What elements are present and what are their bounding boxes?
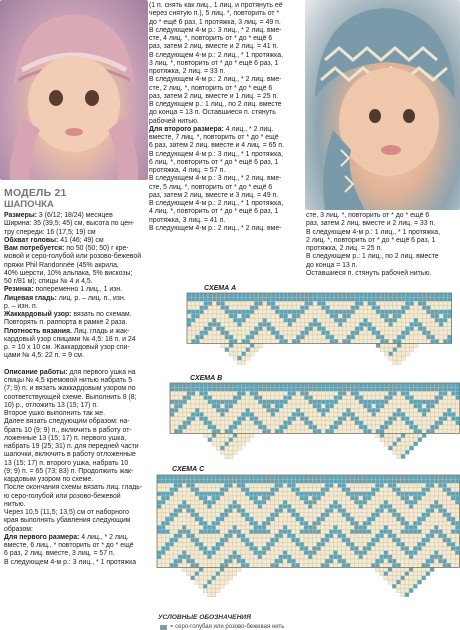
chartB-cells [170, 383, 460, 459]
col2-line: раз, затем 2 лиц. вместе и 2 лиц. = 41 п. [149, 43, 279, 51]
col1-line: 6 раз, 2 лиц. вместе, 3 лиц. = 57 п. [4, 550, 115, 558]
col1-line: Обхват головы: 41 (46; 49) см [4, 236, 104, 244]
baby-pink-illustration [0, 0, 148, 180]
instructions-column-3 [306, 212, 459, 277]
col2-line: через снятую п.), 5 лиц. *, повторить от * [149, 10, 280, 18]
col1-line: Вам потребуется: по 50 (50; 50) г кре- [4, 245, 129, 252]
col2-line: раз, затем 2 лиц. вместе и 1 лиц. = 25 п. [149, 92, 279, 100]
col1-line: набрать 19 (25; 31) п. для передней части [4, 443, 139, 450]
col3-line: протяжка, 2 лиц. = 25 п. [306, 245, 383, 252]
col2-line: Для второго размера: 4 лиц., * 2 лиц. [149, 125, 274, 133]
legend-blue-label: = серо-голубая или розово-бежевая нить [170, 624, 285, 630]
col2-line: 4 лиц. *, повторить от * до * ещё 6 раз, 1 [149, 208, 279, 216]
col1-line: спицы № 4,5 кремовой нитью набрать 5 [4, 377, 133, 384]
col2-line: раз, затем 2 лиц. вместе и 3 лиц. = 49 п. [149, 191, 279, 199]
instructions-column-2 [149, 2, 302, 286]
col2-line: вместе, 7 лиц. *, повторить от * до * ещё [149, 134, 279, 141]
col1-line [4, 361, 152, 369]
col3-line: сте, 3 лиц. *, повторить от * до * ещё 6 [306, 212, 430, 219]
col2-line: до конца = 13 п. Оставшиеся п. стянуть [149, 109, 276, 117]
col1-line: кардовый узор спицами № 4,5: 18 п. и 24 [4, 335, 136, 343]
col1-line: вместе, 6 лиц., * повторить от * до * ещё [4, 542, 134, 549]
col2-line: В следующем 4-м р.: 3 лиц., * 1 протяжка, [149, 150, 284, 158]
col1-line: шапочки, включить в работу отложенные [4, 451, 136, 459]
col1-line: 50 г/81 м); спицы № 4 и 4,5. [4, 278, 93, 285]
chartA-cells [187, 293, 452, 364]
scheme-c-chart [157, 475, 460, 605]
col1-line: Через 10,5 (11,5; 13,5) см от наборного [4, 509, 129, 516]
col1-line: Плотность вязания. Лиц. гладь и жак- [4, 327, 130, 335]
col1-line: Второе ушко выполнить так же. [4, 410, 106, 417]
model-title: МОДЕЛЬ 21 [4, 187, 67, 199]
col2-line: протяжка, 4 лиц. = 57 п. [149, 167, 226, 174]
legend-title: УСЛОВНЫЕ ОБОЗНАЧЕНИЯ [158, 614, 251, 621]
col3-line: Оставшиеся п. стянуть рабочей нитью. [306, 269, 432, 277]
col1-line: цами № 4,5: 22 п. = 9 см. [4, 352, 84, 360]
col1-line: Описание работы: для первого ушка на [4, 368, 136, 376]
col2-line: 3 лиц. *, повторить от * до * ещё 6 раз, 1 [149, 59, 279, 67]
col2-line: сте, 5 лиц. *, повторить от * до * ещё 6 [149, 183, 273, 191]
col1-line: тру спереди: 16 (17,5; 19) см [4, 228, 96, 236]
col2-line: В следующем 4-м р.: 2 лиц., * 1 протяжка, [149, 200, 284, 207]
col1-line: (7; 9) п. и вязать жаккардовым узором по [4, 385, 136, 393]
model-subtitle: ШАПОЧКА [4, 199, 54, 210]
scheme-b-label: СХЕМА B [190, 375, 223, 382]
col1-line: После окончания схемы вязать лиц. гладь- [4, 484, 143, 492]
col1-line: (9; 9) п. = 65 (73; 83) п. Продолжить жак- [4, 467, 134, 475]
scheme-b-chart [170, 383, 460, 461]
col1-line: Далее вязать следующим образом: на- [4, 418, 130, 426]
col1-line: Ширина: 35 (39,5; 45) см, высота по цен- [4, 220, 135, 228]
col1-line: Жаккардовый узор: вязать по схемам. [4, 311, 132, 318]
col1-line: нитью. [4, 500, 26, 508]
chartC-cells [157, 475, 459, 597]
col2-line: В следующем 4-м р.: 3 лиц., * 2 лиц. вме- [149, 26, 282, 34]
col1-line: р. = 10 х 10 см. Жаккардовый узор спи- [4, 344, 130, 351]
col2-line: сте, 4 лиц. *, повторить от * до * ещё 6 [149, 35, 273, 42]
col2-line: В следующем 4-м р.: 2 лиц., * 1 протяжка, [149, 51, 284, 59]
col1-line: 40% шерсти, 10% альпака, 5% вискозы; [4, 269, 133, 277]
col1-line: пряжи Phil Randonnée (45% акрила, [4, 261, 119, 269]
col3-line: В следующем 4-м р.: 1 лиц., * 1 протяжка, [306, 228, 441, 236]
col1-line: Повторять п. раппорта в рамке 2 раза. [4, 319, 128, 327]
col2-line: В следующем р.: 1 лиц., по 2 лиц. вместе [149, 101, 282, 108]
baby-photo-blue-hat [305, 0, 460, 210]
col1-line: кардовым узором по схеме. [4, 476, 94, 483]
col1-line: соответствующей схеме. Выполнить 8 (8; [4, 393, 137, 401]
col3-line: раз, затем 2 лиц. вместе и 2 лиц. = 33 п. [306, 220, 436, 228]
col3-line: 2 лиц. *, повторить от * до * ещё 6 раз, 1 [306, 236, 436, 244]
scheme-c-label: СХЕМА C [172, 466, 205, 473]
col2-line: протяжка, 3 лиц. = 41 п. [149, 216, 226, 224]
col1-line: края выполнять убавления следующим [4, 517, 131, 525]
col3-line: В следующем р.: 1 лиц., по 2 лиц. вместе [306, 253, 439, 261]
col2-line: (1 п. снять как лиц., 1 лиц. и протянуть её [149, 2, 283, 9]
col2-line: рабочей нитью. [149, 117, 199, 125]
col1-line: р. – изн. п. [4, 302, 38, 310]
col1-line: брать 10 (9; 9) п., включить в работу от- [4, 426, 132, 434]
col2-line: В следующем 4-м р.: 2 лиц., * 2 лиц. вме- [149, 76, 282, 84]
col2-line: до * ещё 6 раз, 1 протяжка, 3 лиц. = 49 п. [149, 18, 281, 26]
col1-line: ю серо-голубой или розово-бежевой [4, 492, 121, 500]
col1-line: 13 (15; 17) п. второго ушка, набрать 10 [4, 459, 129, 467]
col1-line: 10) р., отложить 13 (15; 17) п. [4, 401, 98, 409]
col2-line: сте, 2 лиц. *, повторить от * до * ещё 6 [149, 84, 273, 92]
col2-line: 6 лиц. *, повторить от * до * ещё 6 раз, 1 [149, 158, 279, 166]
col3-line: до конца = 13 п. [306, 261, 358, 269]
col1-line: Размеры: 3 (6/12; 18/24) месяцев [4, 212, 113, 219]
scheme-a-chart [187, 293, 453, 371]
col1-line: Лицевая гладь: лиц. р. – лиц. п., изн. [4, 294, 126, 302]
col1-line: В следующем 4-м р.: 3 лиц., * 1 протяжка [4, 558, 137, 566]
col1-line: мовой и серо-голубой или розово-бежевой [4, 253, 142, 261]
legend-item-blue [160, 624, 284, 630]
col2-line: протяжка, 2 лиц. = 33 п. [149, 68, 226, 75]
blue-swatch [160, 625, 167, 630]
baby-blue-illustration [305, 0, 460, 210]
col2-line: 6 раз, затем 2 лиц. вместе и 4 лиц. = 65 п. [149, 142, 284, 150]
col1-line: Резинка: попеременно 1 лиц., 1 изн. [4, 286, 123, 294]
col1-line: ложенные 13 (15; 17) п. первого ушка, [4, 434, 127, 442]
col2-line: В следующем 4-м р.: 2 лиц., * 2 лиц. вме- [149, 224, 282, 232]
instructions-column-1 [4, 212, 152, 626]
col2-line: В следующем 4-м р.: 3 лиц., * 2 лиц. вме- [149, 175, 282, 183]
col1-line: образом: [4, 525, 33, 533]
baby-photo-pink-hat [0, 0, 148, 180]
scheme-a-label: СХЕМА A [204, 285, 237, 292]
col1-line: Для первого размера: 4 лиц., * 2 лиц. [4, 533, 129, 541]
